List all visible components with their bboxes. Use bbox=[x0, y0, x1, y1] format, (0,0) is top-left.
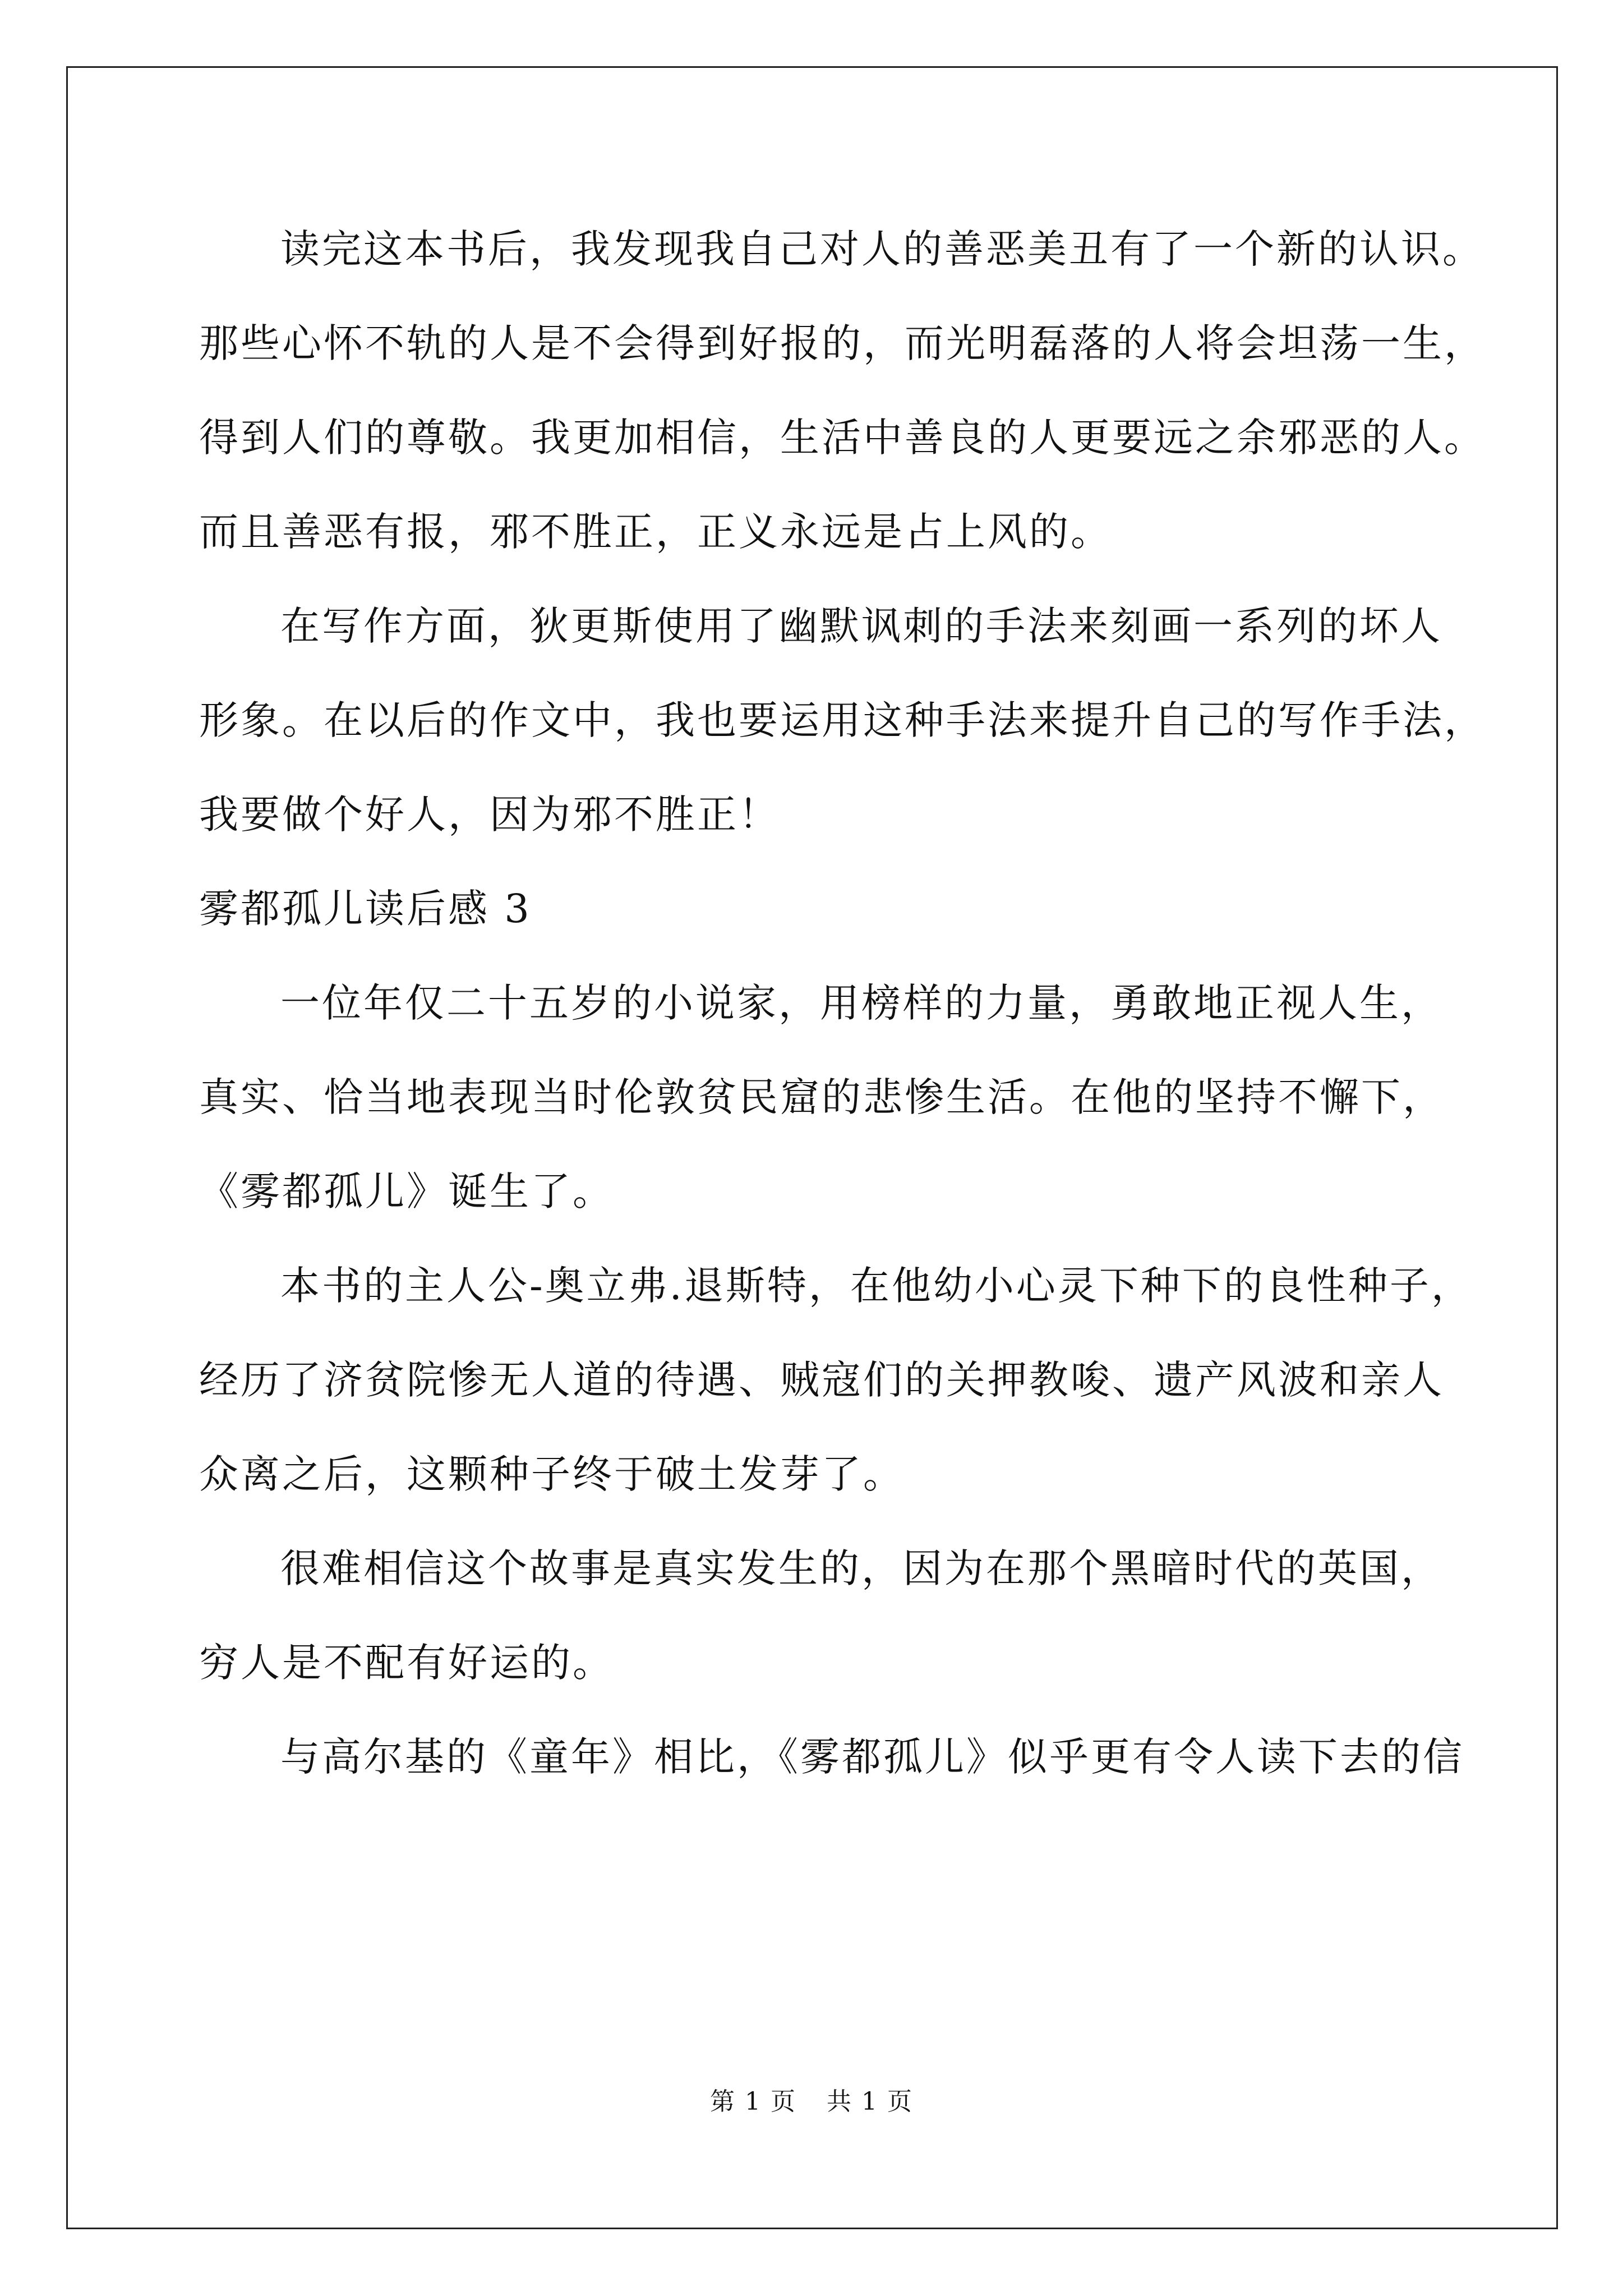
paragraph-line: 在写作方面，狄更斯使用了幽默讽刺的手法来刻画一系列的坏人 bbox=[280, 603, 1442, 649]
paragraph-line: 经历了济贫院惨无人道的待遇、贼寇们的关押教唆、遗产风波和亲人 bbox=[199, 1357, 1444, 1403]
page-footer bbox=[0, 2081, 1623, 2117]
paragraph-line: 穷人是不配有好运的。 bbox=[199, 1640, 614, 1686]
page-number: 第 1 页 bbox=[710, 2087, 796, 2116]
paragraph-line: 《雾都孤儿》诞生了。 bbox=[199, 1168, 614, 1214]
paragraph-line: 得到人们的尊敬。我更加相信，生活中善良的人更要远之余邪恶的人。 bbox=[199, 415, 1486, 461]
paragraph-line: 那些心怀不轨的人是不会得到好报的，而光明磊落的人将会坦荡一生， bbox=[199, 320, 1486, 366]
paragraph-line: 形象。在以后的作文中，我也要运用这种手法来提升自己的写作手法， bbox=[199, 697, 1486, 743]
page-total: 共 1 页 bbox=[827, 2087, 913, 2116]
document-body bbox=[199, 202, 1486, 1804]
paragraph-line: 众离之后，这颗种子终于破土发芽了。 bbox=[199, 1451, 905, 1497]
paragraph-line: 而且善恶有报，邪不胜正，正义永远是占上风的。 bbox=[199, 509, 1112, 555]
paragraph-line: 我要做个好人，因为邪不胜正！ bbox=[199, 792, 780, 838]
paragraph-line: 一位年仅二十五岁的小说家，用榜样的力量，勇敢地正视人生， bbox=[280, 980, 1442, 1026]
paragraph-line: 真实、恰当地表现当时伦敦贫民窟的悲惨生活。在他的坚持不懈下， bbox=[199, 1074, 1444, 1120]
paragraph-line: 本书的主人公-奥立弗.退斯特，在他幼小心灵下种下的良性种子， bbox=[280, 1263, 1473, 1309]
paragraph-line: 很难相信这个故事是真实发生的，因为在那个黑暗时代的英国， bbox=[280, 1545, 1442, 1591]
paragraph-line: 读完这本书后，我发现我自己对人的善恶美丑有了一个新的认识。 bbox=[280, 226, 1484, 272]
section-heading: 雾都孤儿读后感 3 bbox=[199, 886, 532, 932]
paragraph-line: 与高尔基的《童年》相比，《雾都孤儿》似乎更有令人读下去的信 bbox=[280, 1734, 1464, 1780]
